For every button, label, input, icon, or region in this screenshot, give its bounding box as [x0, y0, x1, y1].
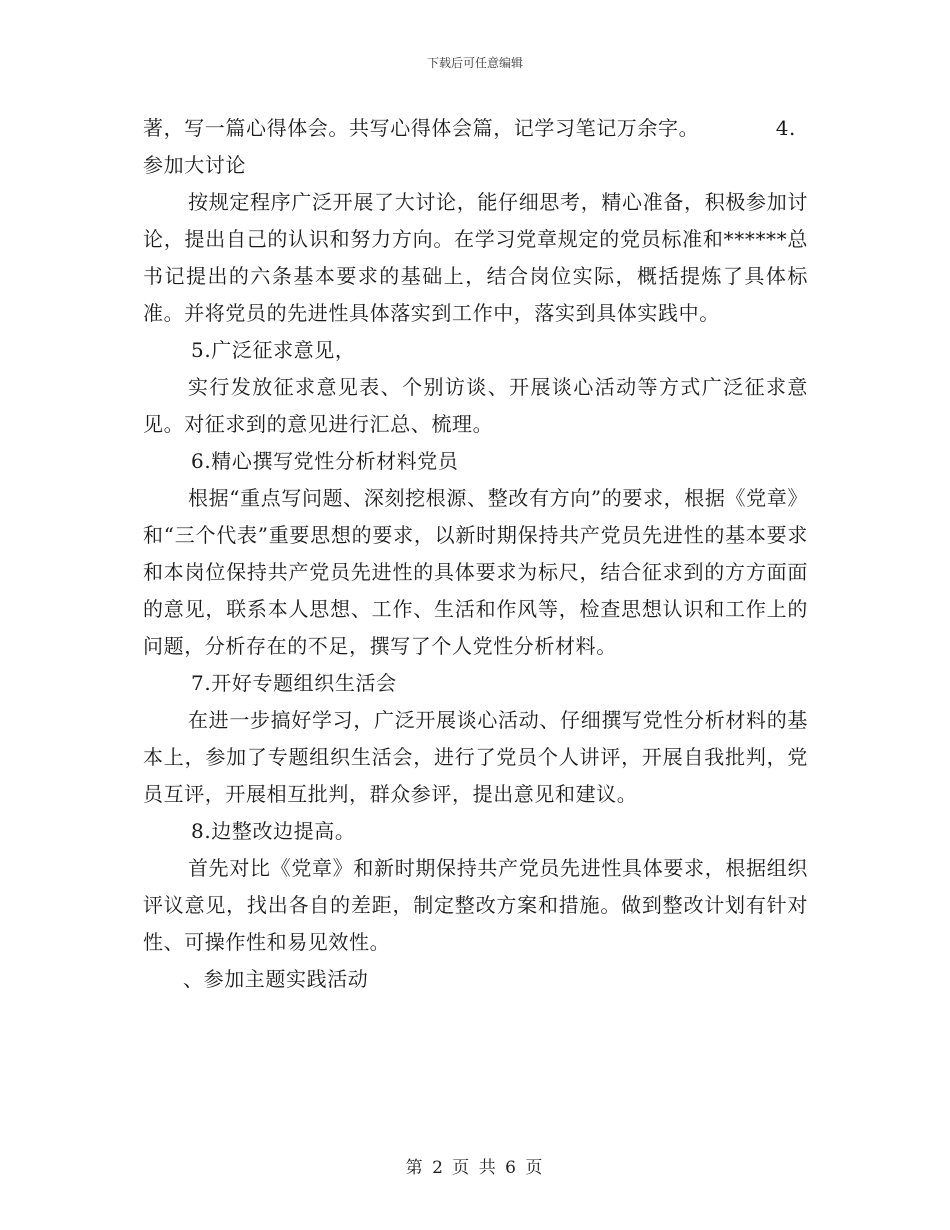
- page-header: 下载后可任意编辑: [426, 56, 523, 70]
- section-heading-5: 5.广泛征求意见，: [191, 338, 356, 362]
- section-heading-8: 8.边整改边提高。: [191, 819, 356, 843]
- document-body: [143, 110, 808, 998]
- section-heading-9: 、参加主题实践活动: [183, 967, 369, 991]
- section-heading-7: 7.开好专题组织生活会: [191, 671, 397, 695]
- paragraph-continuation: 著，写一篇心得体会。共写心得体会篇，记学习笔记万余字。: [143, 116, 700, 140]
- paragraph-5: 实行发放征求意见表、个别访谈、开展谈心活动等方式广泛征求意见。对征求到的意见进行汇总、梳理。: [143, 375, 808, 436]
- page-footer: 第 2 页 共 6 页: [405, 1158, 545, 1178]
- paragraph-8: 首先对比《党章》和新时期保持共产党员先进性具体要求，根据组织评议意见，找出各自的差距，制定整改方案和措施。做到整改计划有针对性、可操作性和易见效性。: [143, 856, 808, 954]
- paragraph-6: 根据“重点写问题、深刻挖根源、整改有方向”的要求，根据《党章》和“三个代表”重要思想的要求，以新时期保持共产党员先进性的基本要求和本岗位保持共产党员先进性的具体要求为标尺，结合征求到的方方面面的意见，联系本人思想、工作、生活和作风等，检查思想认识和工作上的问题，分析存在的不足，撰写了个人党性分析材料。: [143, 486, 808, 658]
- section-heading-6: 6.精心撰写党性分析材料党员: [191, 449, 459, 473]
- section-heading-4: 参加大讨论: [143, 153, 246, 177]
- item-number-4: 4.: [775, 116, 796, 140]
- paragraph-4: 按规定程序广泛开展了大讨论，能仔细思考，精心准备，积极参加讨论，提出自己的认识和努力方向。在学习党章规定的党员标准和******总书记提出的六条基本要求的基础上，结合岗位实际，概括提炼了具体标准。并将党员的先进性具体落实到工作中，落实到具体实践中。: [143, 190, 808, 325]
- paragraph-7: 在进一步搞好学习，广泛开展谈心活动、仔细撰写党性分析材料的基本上，参加了专题组织生活会，进行了党员个人讲评，开展自我批判，党员互评，开展相互批判，群众参评，提出意见和建议。: [143, 708, 808, 806]
- first-line: [143, 110, 808, 147]
